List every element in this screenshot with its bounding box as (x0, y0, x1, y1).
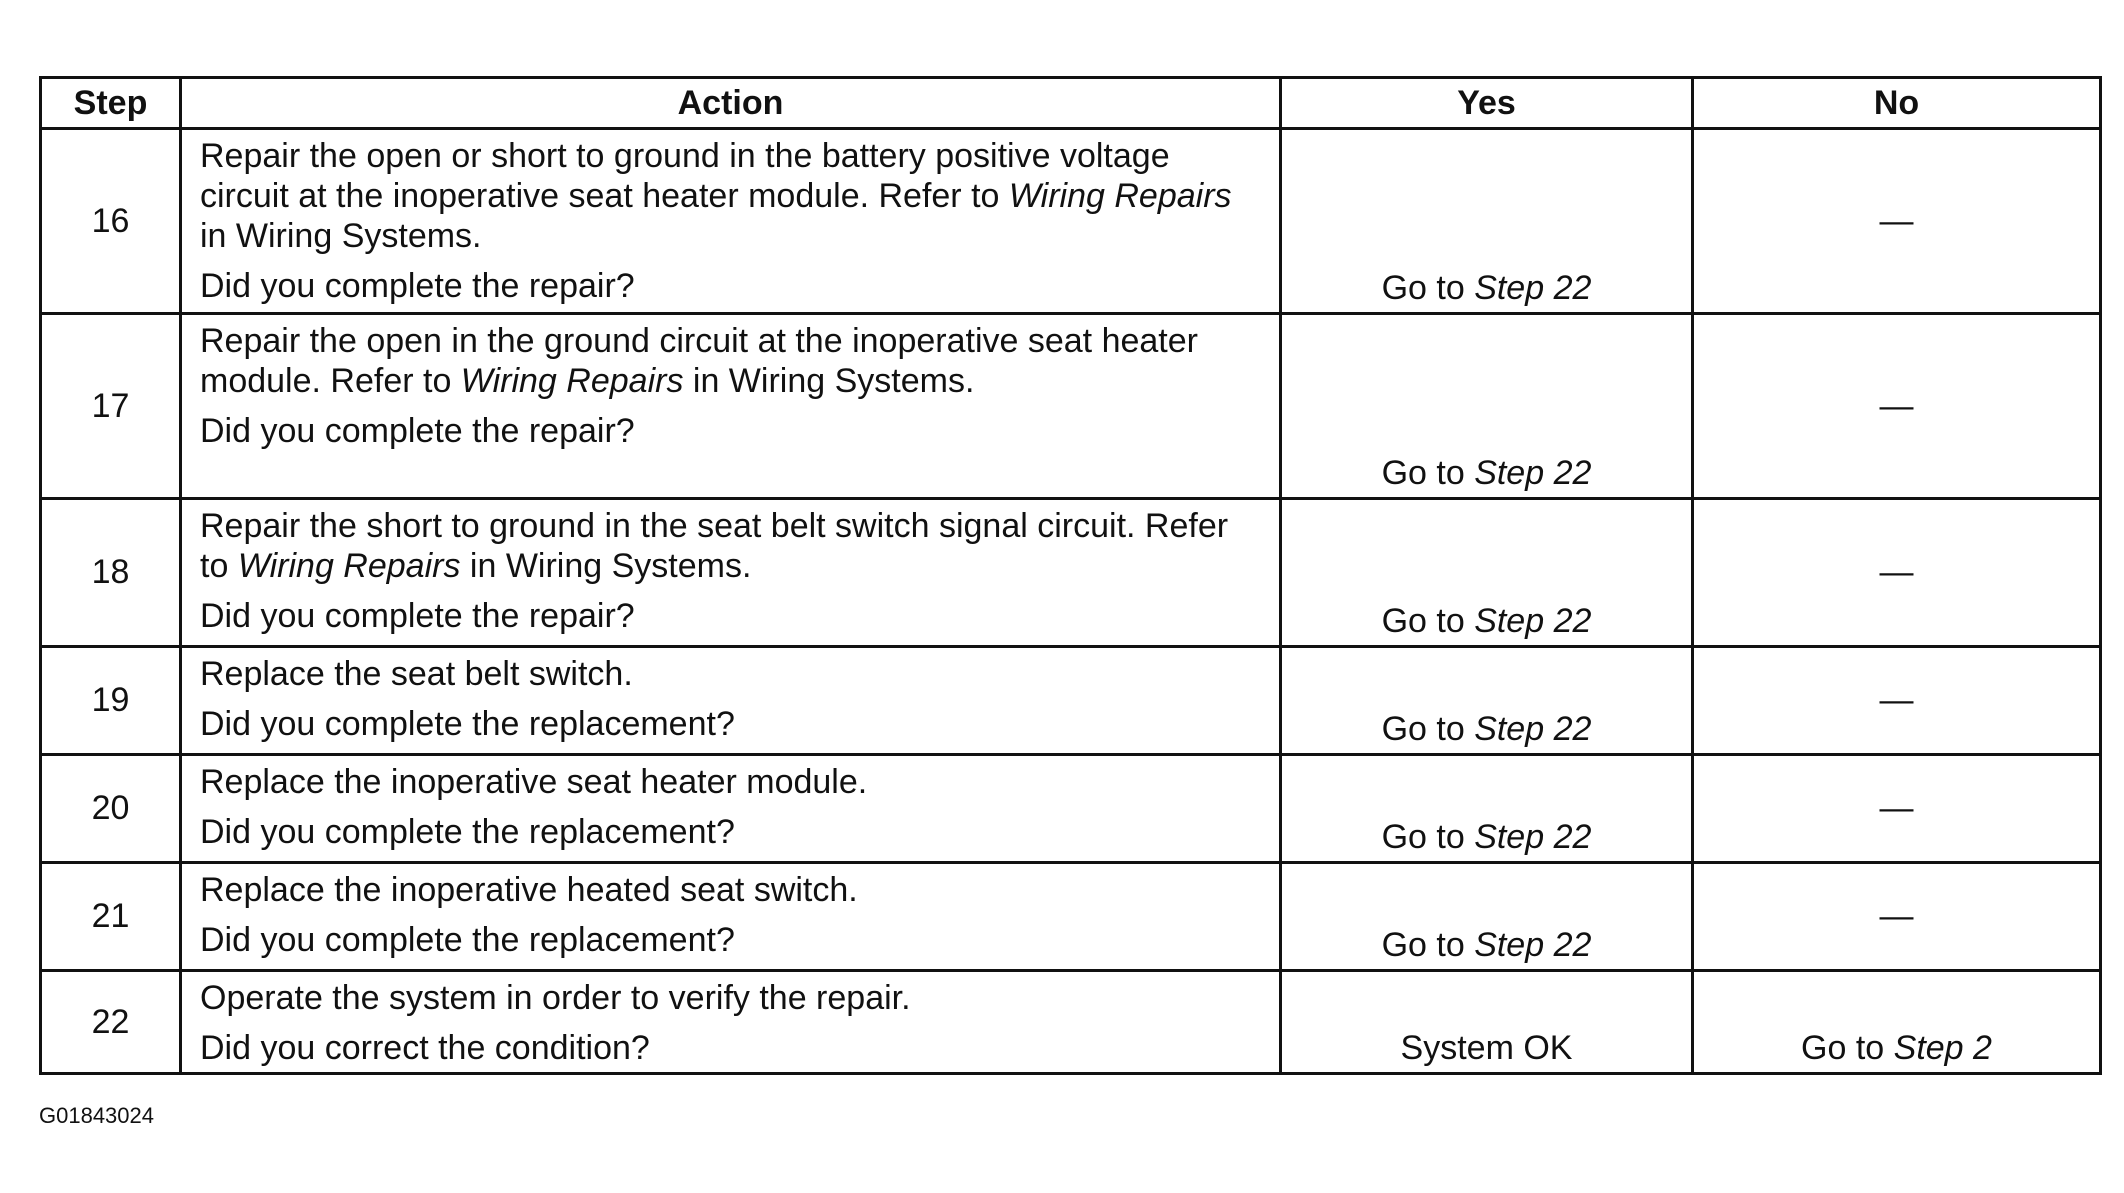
step-number: 20 (41, 755, 181, 863)
yes-cell (1281, 971, 1693, 1074)
table-row (41, 314, 2101, 499)
action-question: Did you complete the repair? (200, 267, 635, 305)
yes-step-ref: Step 22 (1474, 269, 1592, 307)
action-text: Repair the short to ground in the seat belt switch signal circuit. Refer to (200, 507, 1229, 585)
no-step-ref: Step 2 (1893, 1029, 1992, 1067)
header-yes: Yes (1281, 78, 1693, 129)
yes-cell (1281, 755, 1693, 863)
action-question: Did you complete the replacement? (200, 813, 735, 851)
action-text: Replace the seat belt switch. (200, 655, 633, 693)
header-step: Step (41, 78, 181, 129)
step-number: 17 (41, 314, 181, 499)
diagnostic-table-container (39, 76, 2099, 1075)
action-text: Replace the inoperative seat heater module. (200, 763, 868, 801)
action-description (200, 654, 1261, 694)
action-text: Replace the inoperative heated seat switch. (200, 871, 858, 909)
yes-step-ref: Step 22 (1474, 926, 1592, 964)
action-question: Did you complete the replacement? (200, 921, 735, 959)
no-cell: — (1693, 129, 2101, 314)
reference-link-text: Wiring Repairs (1008, 177, 1232, 215)
step-number: 16 (41, 129, 181, 314)
action-cell (181, 314, 1281, 499)
action-cell (181, 971, 1281, 1074)
action-text: in Wiring Systems. (683, 362, 975, 400)
no-prefix: Go to (1801, 1029, 1894, 1067)
yes-prefix: Go to (1381, 602, 1475, 640)
no-cell: — (1693, 647, 2101, 755)
yes-prefix: Go to (1381, 818, 1475, 856)
table-row (41, 499, 2101, 647)
yes-prefix: System OK (1400, 1029, 1573, 1067)
yes-step-ref: Step 22 (1474, 818, 1592, 856)
yes-cell (1281, 647, 1693, 755)
action-cell (181, 863, 1281, 971)
no-cell: — (1693, 499, 2101, 647)
header-no: No (1693, 78, 2101, 129)
no-cell: — (1693, 755, 2101, 863)
yes-cell (1281, 863, 1693, 971)
action-question: Did you complete the repair? (200, 597, 635, 635)
yes-step-ref: Step 22 (1474, 454, 1592, 492)
yes-cell (1281, 129, 1693, 314)
reference-link-text: Wiring Repairs (237, 547, 461, 585)
diagnostic-table (39, 76, 2102, 1075)
no-cell: — (1693, 863, 2101, 971)
action-question: Did you complete the repair? (200, 412, 635, 450)
table-row (41, 863, 2101, 971)
action-description (200, 978, 1261, 1018)
action-description (200, 321, 1261, 401)
action-cell (181, 647, 1281, 755)
action-text: Repair the open in the ground circuit at the inoperative seat heater module. Refer to (200, 322, 1198, 400)
no-cell: — (1693, 314, 2101, 499)
action-description (200, 506, 1261, 586)
action-text: in Wiring Systems. (460, 547, 752, 585)
step-number: 21 (41, 863, 181, 971)
step-number: 22 (41, 971, 181, 1074)
yes-cell (1281, 314, 1693, 499)
step-number: 19 (41, 647, 181, 755)
figure-id-label: G01843024 (39, 1103, 154, 1128)
yes-step-ref: Step 22 (1474, 602, 1592, 640)
no-cell (1693, 971, 2101, 1074)
action-text: in Wiring Systems. (200, 217, 482, 255)
table-row (41, 129, 2101, 314)
action-cell (181, 755, 1281, 863)
action-cell (181, 129, 1281, 314)
header-action: Action (181, 78, 1281, 129)
yes-step-ref: Step 22 (1474, 710, 1592, 748)
action-text: Repair the open or short to ground in the battery positive voltage circuit at the inoperative seat heater module. Refer to (200, 137, 1170, 215)
table-row (41, 971, 2101, 1074)
table-row (41, 647, 2101, 755)
table-row (41, 755, 2101, 863)
yes-cell (1281, 499, 1693, 647)
action-description (200, 136, 1261, 256)
yes-prefix: Go to (1381, 926, 1475, 964)
action-question: Did you correct the condition? (200, 1029, 650, 1067)
yes-prefix: Go to (1381, 710, 1475, 748)
yes-prefix: Go to (1381, 454, 1475, 492)
yes-prefix: Go to (1381, 269, 1475, 307)
step-number: 18 (41, 499, 181, 647)
table-header-row (41, 78, 2101, 129)
action-question: Did you complete the replacement? (200, 705, 735, 743)
action-text: Operate the system in order to verify the repair. (200, 979, 911, 1017)
action-description (200, 762, 1261, 802)
action-description (200, 870, 1261, 910)
action-cell (181, 499, 1281, 647)
reference-link-text: Wiring Repairs (460, 362, 684, 400)
